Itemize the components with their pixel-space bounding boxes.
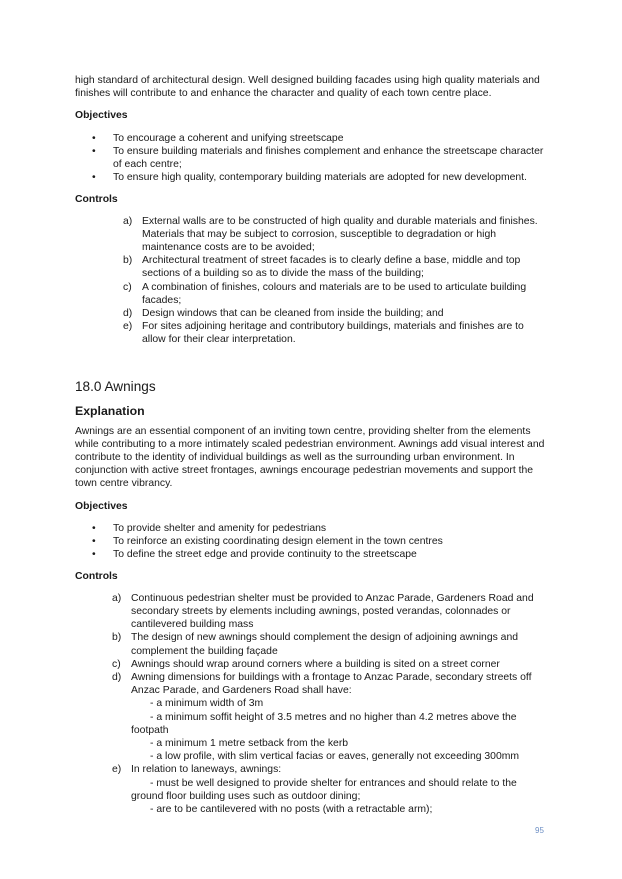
list-item: a) External walls are to be constructed of high quality and durable materials and finishes. Materials that may be subject to corrosion, susceptible to degradation or high maintenance costs are to be avoided; [123, 215, 538, 254]
document-page [75, 74, 550, 816]
list-item: c) Awnings should wrap around corners where a building is sited on a street corner [112, 658, 500, 670]
objectives-heading-1: Objectives [75, 110, 128, 122]
list-item: • To reinforce an existing coordinating design element in the town centres [92, 536, 443, 548]
list-item: a) Continuous pedestrian shelter must be provided to Anzac Parade, Gardeners Road and secondary streets by elements including awnings, posted verandas, colonnades or cantilevered building mass [112, 592, 534, 631]
controls-heading-1: Controls [75, 194, 118, 206]
list-item: d) Design windows that can be cleaned from inside the building; and [123, 308, 444, 320]
controls-list-1 [123, 215, 550, 347]
bullet-icon: • [92, 132, 96, 144]
bullet-icon: • [92, 522, 96, 534]
list-item: • To provide shelter and amenity for pedestrians [92, 522, 327, 534]
section-title: 18.0 Awnings [75, 378, 156, 394]
list-item: e) In relation to laneways, awnings: - must be well designed to provide shelter for entrances and should relate to the ground floor building uses such as outdoor dining; - are to be cantilevered with no posts (with a retractable arm); [112, 763, 550, 816]
list-item: c) A combination of finishes, colours and materials are to be used to articulate building facades; [123, 281, 527, 306]
list-item: - a minimum 1 metre setback from the kerb [150, 737, 349, 749]
list-item: • To ensure high quality, contemporary building materials are adopted for new development. [92, 172, 527, 184]
intro-paragraph: high standard of architectural design. Well designed building facades using high quality materials and finishes will contribute to and enhance the character and quality of each town centre place. [75, 75, 540, 100]
bullet-icon: • [92, 549, 96, 561]
explanation-paragraph: Awnings are an essential component of an inviting town centre, providing shelter from the elements while contributing to a more intimately scaled pedestrian environment. Awnings add visual interest and contribute to the identity of individual buildings as well as the surrounding urban environment. In conjunction with active street frontages, awnings encourage pedestrian movements and support the town centre vibrancy. [75, 425, 545, 490]
list-item: b) The design of new awnings should complement the design of adjoining awnings and complement the building façade [112, 632, 519, 657]
objectives-heading-2: Objectives [75, 500, 128, 512]
list-item: d) Awning dimensions for buildings with a frontage to Anzac Parade, secondary streets off Anzac Parade, and Gardeners Road shall have: - a minimum width of 3m - a minimum soffit height of 3.5 metres and no higher than 4.2 metres above the footpath - a minimum 1 metre setback from the kerb - a low profile, with slim vertical facias or eaves, generally not exceeding 300mm [112, 671, 550, 763]
list-item: e) For sites adjoining heritage and contributory buildings, materials and finishes are to allow for their clear interpretation. [123, 321, 524, 346]
list-item: - a minimum soffit height of 3.5 metres and no higher than 4.2 metres above the footpath [131, 711, 517, 736]
objectives-list-2 [75, 522, 550, 562]
list-item: • To encourage a coherent and unifying streetscape [92, 132, 344, 144]
list-item: • To ensure building materials and finishes complement and enhance the streetscape character of each centre; [92, 145, 544, 171]
control-e-sublist [131, 777, 550, 817]
page-number: 95 [535, 826, 544, 835]
bullet-icon: • [92, 536, 96, 548]
controls-list-2 [112, 592, 550, 816]
list-item: - a low profile, with slim vertical facias or eaves, generally not exceeding 300mm [150, 751, 520, 763]
control-d-sublist [131, 697, 550, 763]
list-item: - a minimum width of 3m [150, 698, 264, 710]
list-item: • To define the street edge and provide continuity to the streetscape [92, 549, 417, 561]
controls-heading-2: Controls [75, 571, 118, 583]
bullet-icon: • [92, 145, 96, 157]
list-item: - are to be cantilevered with no posts (with a retractable arm); [150, 803, 433, 815]
explanation-heading: Explanation [75, 403, 145, 418]
list-item: b) Architectural treatment of street facades is to clearly define a base, middle and top sections of a building so as to divide the mass of the building; [123, 255, 521, 280]
objectives-list-1 [75, 132, 550, 185]
bullet-icon: • [92, 172, 96, 184]
list-item: - must be well designed to provide shelter for entrances and should relate to the ground floor building uses such as outdoor dining; [131, 777, 517, 802]
